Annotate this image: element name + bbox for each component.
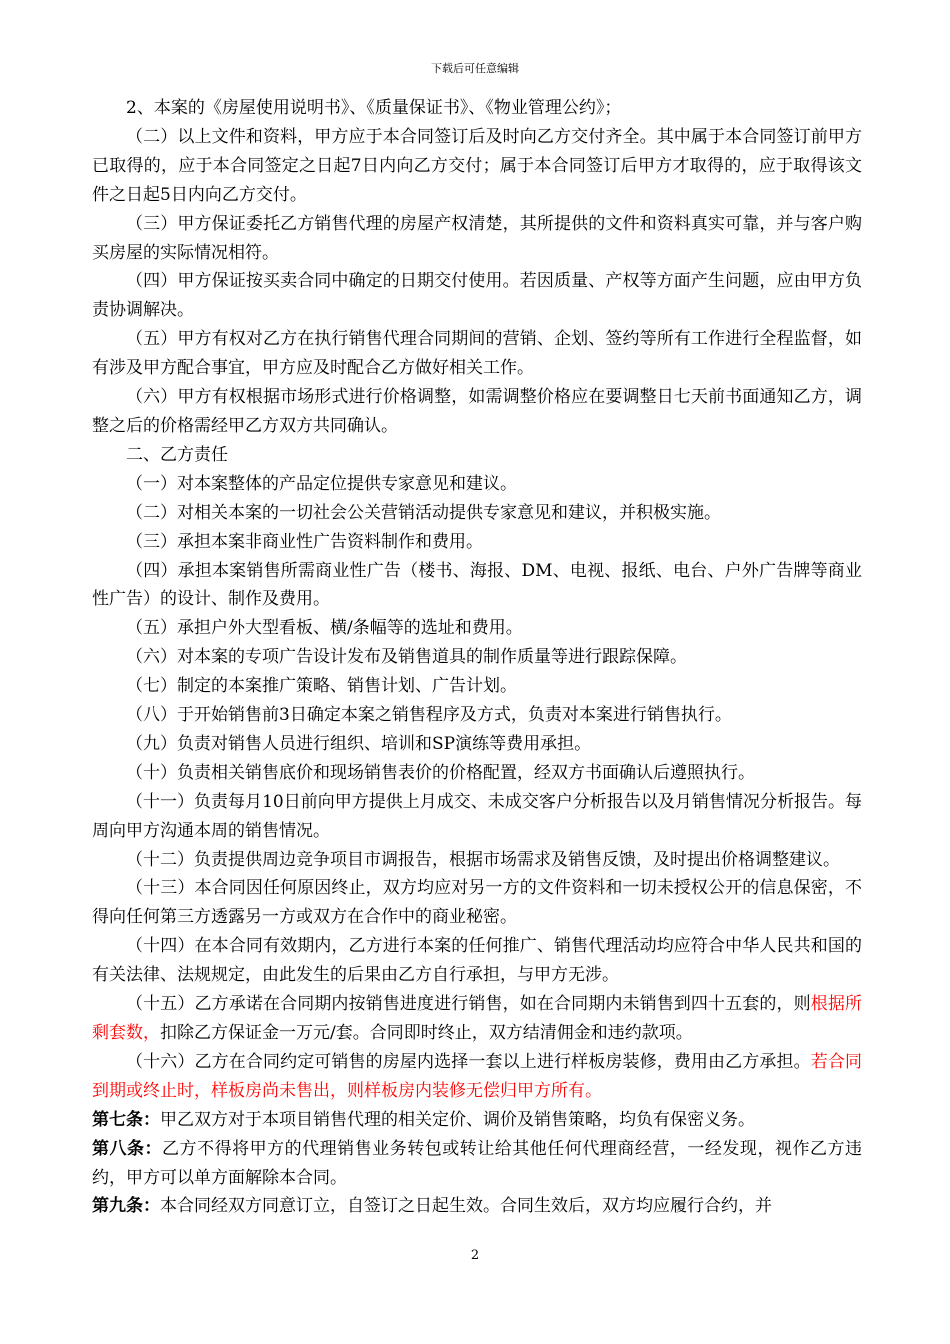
paragraph: （五）承担户外大型看板、横/条幅等的选址和费用。	[126, 618, 523, 639]
article-label: 第九条：	[92, 1196, 160, 1217]
paragraph: （六）对本案的专项广告设计发布及销售道具的制作质量等进行跟踪保障。	[126, 647, 687, 668]
paragraph: （九）负责对销售人员进行组织、培训和SP演练等费用承担。	[126, 733, 592, 754]
section-heading: 二、乙方责任	[126, 444, 228, 465]
article-text: 甲乙双方对于本项目销售代理的相关定价、调价及销售策略，均负有保密义务。	[160, 1109, 755, 1130]
paragraph: （十三）本合同因任何原因终止，双方均应对另一方的文件资料和一切未授权公开的信息保密，不得向任何第三方透露另一方或双方在合作中的商业秘密。	[92, 878, 862, 928]
paragraph: 2、本案的《房屋使用说明书》、《质量保证书》、《物业管理公约》；	[126, 98, 622, 118]
paragraph-text: （十六）乙方在合同约定可销售的房屋内选择一套以上进行样板房装修，费用由乙方承担。	[126, 1051, 811, 1072]
paragraph: （十）负责相关销售底价和现场销售表价的价格配置，经双方书面确认后遵照执行。	[126, 762, 755, 783]
paragraph: （五）甲方有权对乙方在执行销售代理合同期间的营销、企划、签约等所有工作进行全程监督，如有涉及甲方配合事宜，甲方应及时配合乙方做好相关工作。	[92, 329, 862, 379]
article-text: 乙方不得将甲方的代理销售业务转包或转让给其他任何代理商经营，一经发现，视作乙方违约，甲方可以单方面解除本合同。	[92, 1138, 862, 1188]
paragraph: （十二）负责提供周边竞争项目市调报告，根据市场需求及销售反馈，及时提出价格调整建议。	[126, 849, 840, 870]
paragraph-sixteen	[92, 1048, 862, 1106]
article-eight	[92, 1135, 862, 1193]
paragraph: （二）以上文件和资料，甲方应于本合同签订后及时向乙方交付齐全。其中属于本合同签订前甲方已取得的，应于本合同签定之日起7日内向乙方交付；属于本合同签订后甲方才取得的，应于取得该文件之日起5日内向乙方交付。	[92, 126, 862, 205]
page-number: 2	[470, 1248, 480, 1263]
article-label: 第七条：	[92, 1109, 160, 1130]
paragraph: （二）对相关本案的一切社会公关营销活动提供专家意见和建议，并积极实施。	[126, 502, 721, 523]
paragraph: （六）甲方有权根据市场形式进行价格调整，如需调整价格应在要调整日七天前书面通知乙方，调整之后的价格需经甲乙方双方共同确认。	[92, 387, 862, 436]
highlighted-text: 根据所剩套数，	[92, 994, 863, 1043]
article-seven	[92, 1106, 862, 1135]
paragraph: （七）制定的本案推广策略、销售计划、广告计划。	[126, 676, 517, 697]
paragraph: （十四）在本合同有效期内，乙方进行本案的任何推广、销售代理活动均应符合中华人民共和国的有关法律、法规规定，由此发生的后果由乙方自行承担，与甲方无涉。	[92, 936, 862, 986]
paragraph: （四）承担本案销售所需商业性广告（楼书、海报、DM、电视、报纸、电台、户外广告牌等商业性广告）的设计、制作及费用。	[92, 560, 862, 610]
paragraph-fifteen	[92, 990, 862, 1048]
document-body	[92, 94, 862, 1221]
paragraph-text: （十五）乙方承诺在合同期内按销售进度进行销售，如在合同期内未销售到四十五套的，则	[126, 994, 811, 1015]
paragraph-text: 扣除乙方保证金一万元/套。合同即时终止，双方结清佣金和违约款项。	[160, 1023, 693, 1043]
paragraph: （八）于开始销售前3日确定本案之销售程序及方式，负责对本案进行销售执行。	[126, 705, 732, 726]
article-label: 第八条：	[92, 1138, 163, 1159]
paragraph: （一）对本案整体的产品定位提供专家意见和建议。	[126, 473, 517, 494]
paragraph: （四）甲方保证按买卖合同中确定的日期交付使用。若因质量、产权等方面产生问题，应由甲方负责协调解决。	[92, 271, 862, 321]
article-nine	[92, 1192, 862, 1221]
highlighted-text: 若合同到期或终止时，样板房尚未售出，则样板房内装修无偿归甲方所有。	[92, 1051, 863, 1101]
paragraph: （十一）负责每月10日前向甲方提供上月成交、未成交客户分析报告以及月销售情况分析报告。每周向甲方沟通本周的销售情况。	[92, 791, 862, 841]
paragraph: （三）甲方保证委托乙方销售代理的房屋产权清楚，其所提供的文件和资料真实可靠，并与客户购买房屋的实际情况相符。	[92, 213, 862, 263]
page-header: 下载后可任意编辑	[431, 62, 519, 75]
article-text: 本合同经双方同意订立，自签订之日起生效。合同生效后，双方均应履行合约，并	[160, 1196, 772, 1217]
paragraph: （三）承担本案非商业性广告资料制作和费用。	[126, 531, 483, 552]
